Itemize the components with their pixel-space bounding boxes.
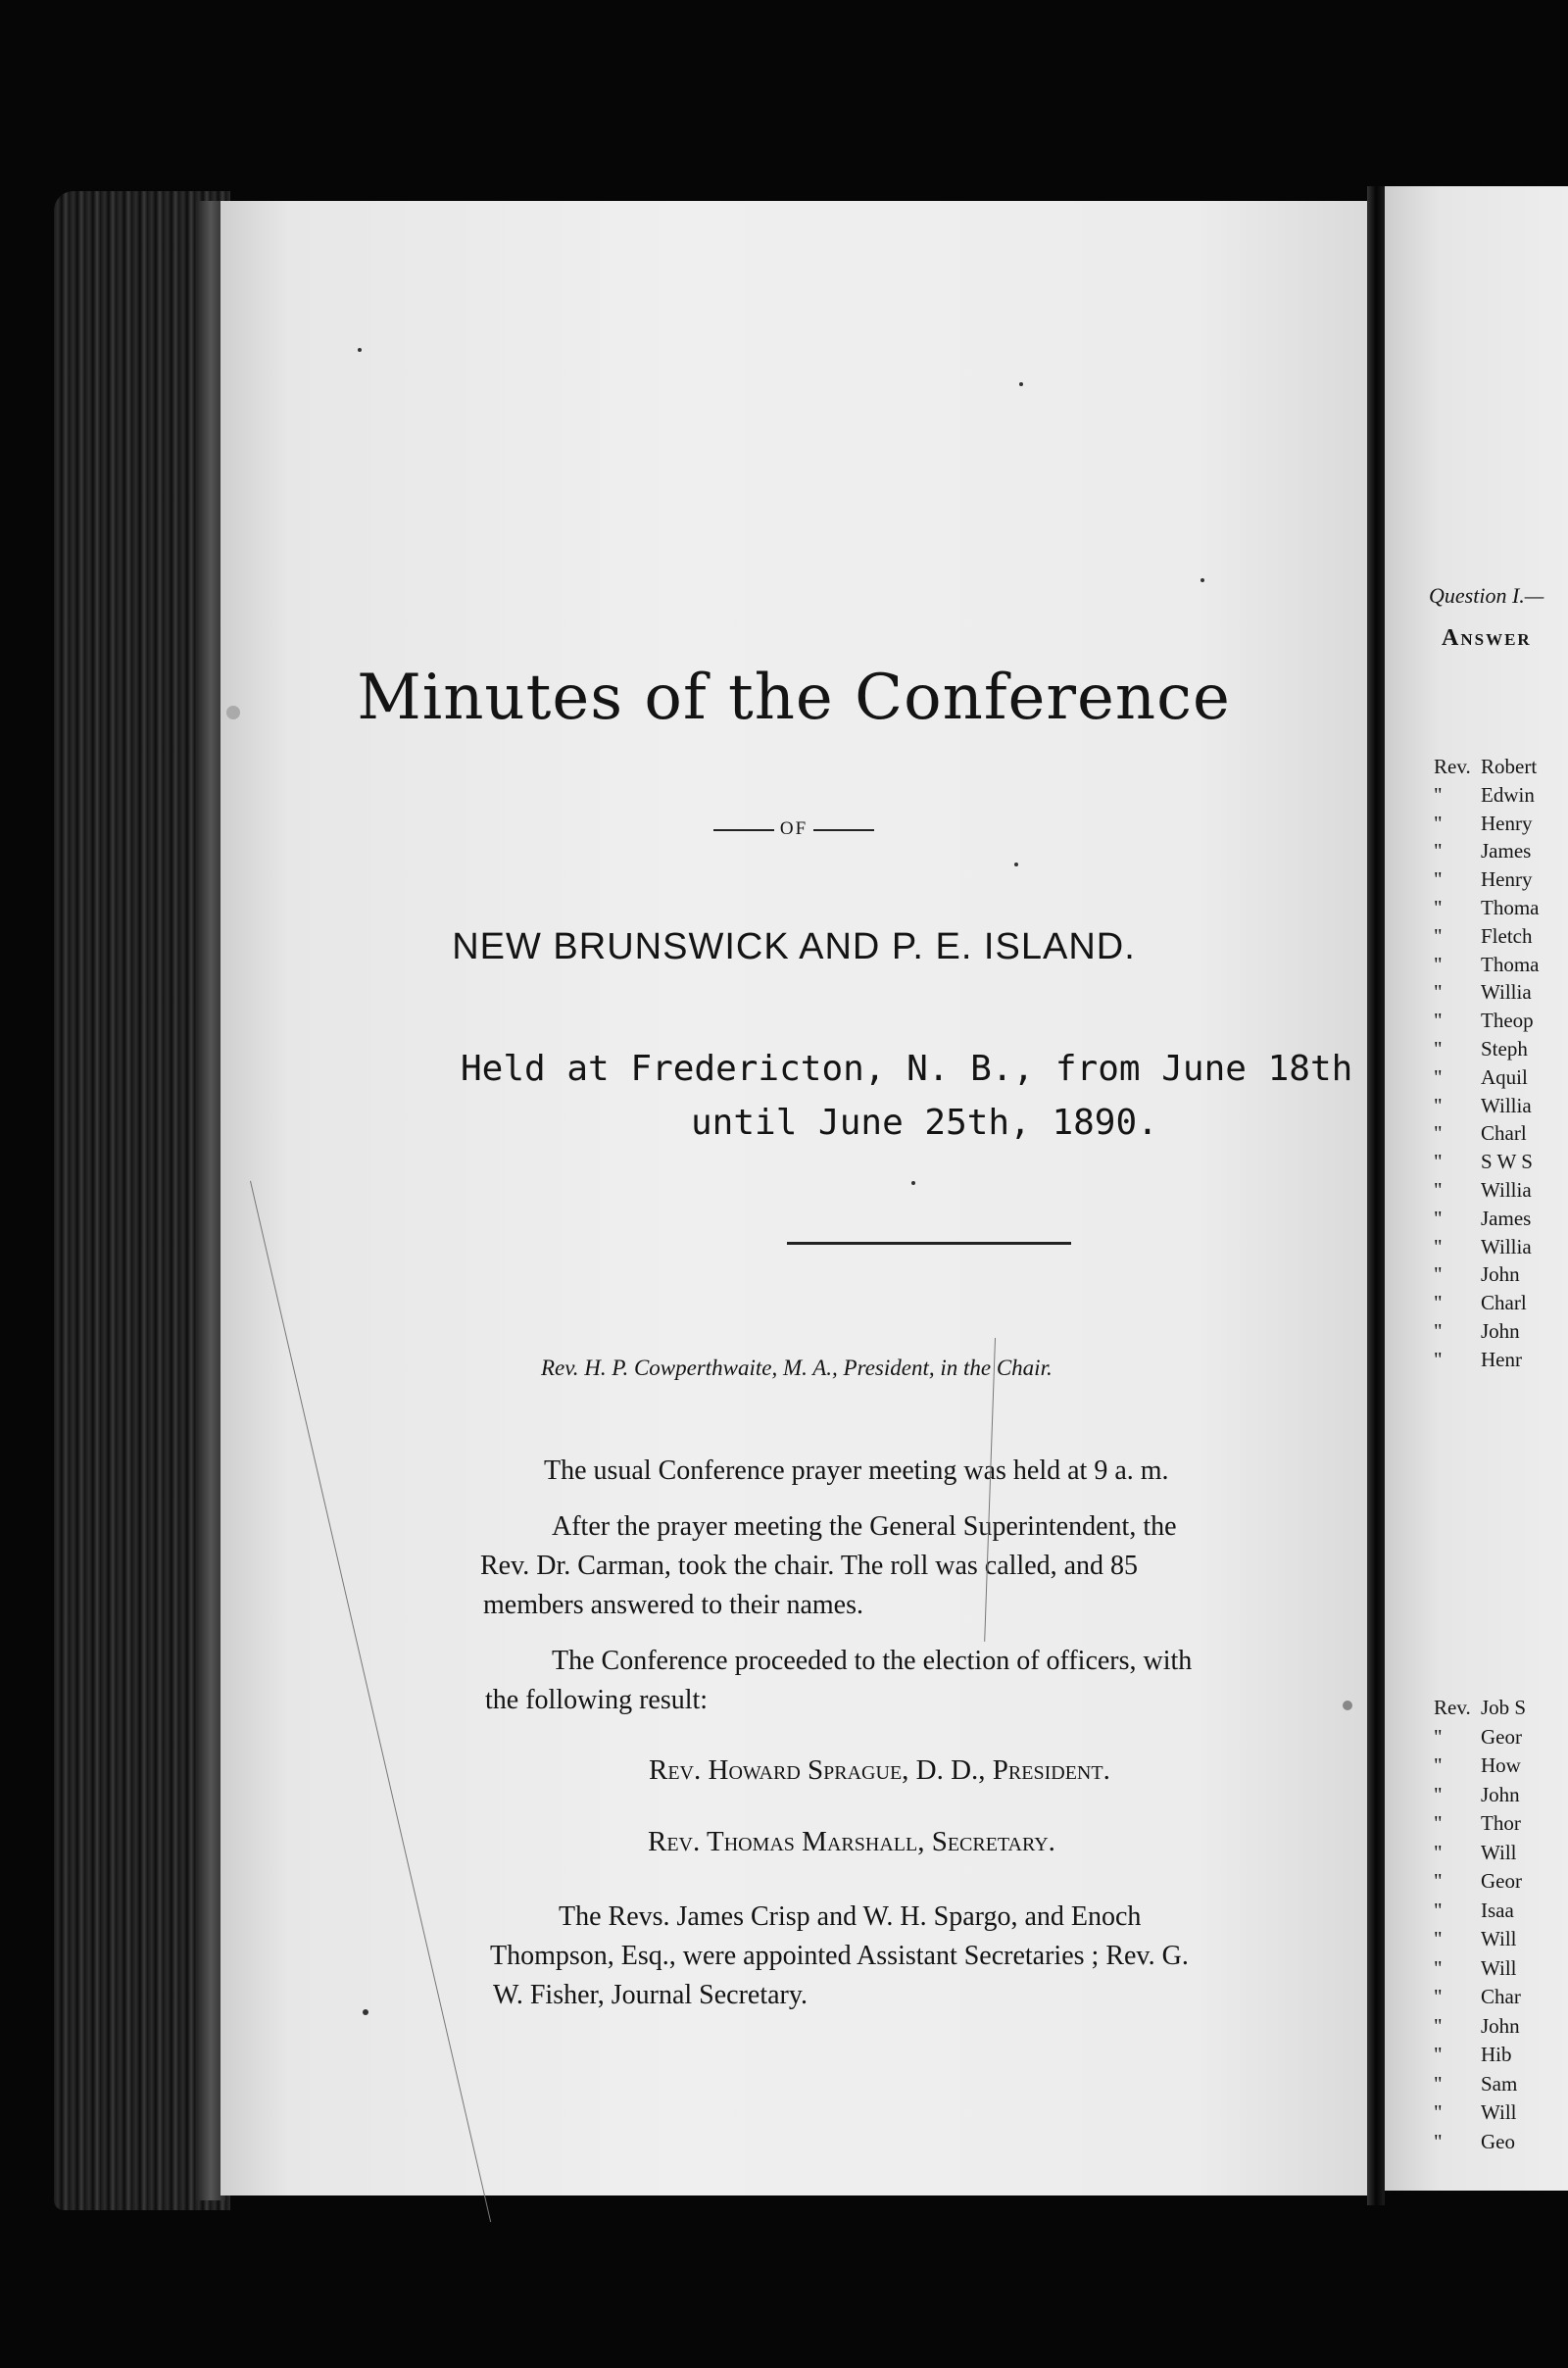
right-page [1385, 186, 1568, 2191]
ditto-mark: " [1434, 1985, 1443, 2008]
name-list-row [1434, 2043, 1526, 2072]
member-name: Will [1481, 1955, 1517, 1980]
ditto-mark: " [1434, 1093, 1443, 1117]
member-name: James [1481, 1206, 1532, 1230]
member-name: James [1481, 839, 1532, 863]
member-name: Sam [1481, 2071, 1518, 2096]
ink-speck [226, 706, 240, 719]
name-list-row [1434, 1696, 1526, 1725]
ditto-mark: " [1434, 1318, 1443, 1343]
member-name: Charl [1481, 1121, 1527, 1146]
member-name: Willia [1481, 980, 1532, 1005]
ditto-mark: " [1434, 895, 1443, 919]
ditto-mark: " [1434, 1927, 1443, 1950]
member-name: Willia [1481, 1177, 1532, 1202]
ditto-mark: " [1434, 1898, 1443, 1922]
officer-secretary: Rev. Thomas Marshall, Secretary. [648, 1826, 1055, 1857]
member-name: Will [1481, 2100, 1517, 2124]
ditto-mark: " [1434, 1150, 1443, 1174]
ditto-mark: " [1434, 1121, 1443, 1146]
member-name: Will [1481, 1840, 1517, 1864]
of-separator [220, 818, 1367, 840]
ditto-mark: " [1434, 1782, 1443, 1806]
member-name: Theop [1481, 1009, 1534, 1033]
member-name: Willia [1481, 1234, 1532, 1258]
name-list-row [1434, 783, 1539, 812]
name-list-row [1434, 896, 1539, 924]
name-list-row [1434, 1319, 1539, 1348]
name-list-row [1434, 924, 1539, 953]
ink-speck [1200, 578, 1204, 582]
name-list-row [1434, 1094, 1539, 1122]
ditto-mark: " [1434, 1840, 1443, 1864]
name-list-row [1434, 1207, 1539, 1235]
ditto-mark: " [1434, 1955, 1443, 1980]
name-list-2 [1434, 1696, 1526, 2158]
answer-label: Answer [1442, 625, 1532, 651]
name-list-row [1434, 1291, 1539, 1319]
name-list-row [1434, 1899, 1526, 1928]
member-name: Robert [1481, 755, 1538, 778]
member-name: Edwin [1481, 782, 1535, 807]
ink-speck [1014, 863, 1018, 866]
member-name: Willia [1481, 1093, 1532, 1117]
held-line-2: until June 25th, 1890. [691, 1103, 1158, 1143]
paragraph-secretaries-line-2: Thompson, Esq., were appointed Assistant Secretaries ; Rev. G. [490, 1941, 1189, 1971]
member-name: Henr [1481, 1347, 1522, 1371]
name-list-row [1434, 2100, 1526, 2130]
page-title: Minutes of the Conference [357, 662, 1231, 734]
paragraph-roll-line-3: members answered to their names. [483, 1590, 863, 1620]
member-name: Isaa [1481, 1898, 1514, 1922]
of-text: OF [779, 818, 808, 839]
ditto-mark: " [1434, 839, 1443, 863]
member-name: Fletch [1481, 923, 1533, 948]
ditto-mark: " [1434, 952, 1443, 976]
left-page [220, 201, 1367, 2195]
ditto-mark: " [1434, 867, 1443, 892]
ink-speck [358, 348, 362, 352]
name-list-row [1434, 1811, 1526, 1841]
member-name: Hib [1481, 2043, 1512, 2066]
name-list-row [1434, 1841, 1526, 1870]
of-rule-right [813, 829, 874, 831]
ditto-mark: " [1434, 1036, 1443, 1061]
paragraph-roll-line-2: Rev. Dr. Carman, took the chair. The roll was called, and 85 [480, 1551, 1139, 1581]
ditto-mark: " [1434, 1291, 1443, 1315]
name-list-row [1434, 2072, 1526, 2101]
name-list-1 [1434, 755, 1539, 1376]
name-list-row [1434, 1037, 1539, 1065]
name-list-row [1434, 1869, 1526, 1899]
ditto-mark: " [1434, 1234, 1443, 1258]
ditto-mark: " [1434, 1753, 1443, 1777]
name-list-row [1434, 1065, 1539, 1094]
ditto-mark: " [1434, 1177, 1443, 1202]
ditto-mark: " [1434, 1009, 1443, 1033]
name-list-row [1434, 2014, 1526, 2044]
member-name: S W S [1481, 1150, 1533, 1174]
member-name: Will [1481, 1927, 1517, 1950]
member-name: Aquil [1481, 1064, 1528, 1089]
paragraph-election-line-1: The Conference proceeded to the election of officers, with [552, 1646, 1193, 1676]
name-list-row [1434, 1783, 1526, 1812]
name-list-row [1434, 1121, 1539, 1150]
member-name: Thor [1481, 1811, 1521, 1835]
name-list-row [1434, 1725, 1526, 1754]
paragraph-secretaries-line-1: The Revs. James Crisp and W. H. Spargo, and Enoch [559, 1901, 1142, 1932]
paragraph-election-line-2: the following result: [485, 1685, 709, 1715]
name-list-row [1434, 1235, 1539, 1263]
ink-speck [911, 1181, 915, 1185]
ditto-mark: " [1434, 1811, 1443, 1835]
ditto-mark: " [1434, 2100, 1443, 2124]
member-name: John [1481, 1782, 1520, 1806]
ditto-mark: " [1434, 923, 1443, 948]
member-name: Charl [1481, 1291, 1527, 1315]
scratch-line [984, 1338, 996, 1642]
ditto-mark: " [1434, 2071, 1443, 2096]
member-name: Henry [1481, 811, 1533, 835]
member-name: How [1481, 1753, 1521, 1777]
section-divider [787, 1242, 1071, 1245]
ditto-mark: " [1434, 1262, 1443, 1287]
ditto-mark: " [1434, 980, 1443, 1005]
book-gutter [1367, 186, 1385, 2205]
member-name: Steph [1481, 1036, 1528, 1061]
paragraph-secretaries-line-3: W. Fisher, Journal Secretary. [493, 1980, 808, 2010]
name-list-row [1434, 953, 1539, 981]
ink-speck [363, 2009, 368, 2015]
name-list-row [1434, 1150, 1539, 1178]
ditto-mark: Rev. [1434, 755, 1471, 778]
name-list-row [1434, 1178, 1539, 1207]
of-rule-left [713, 829, 774, 831]
ink-speck [1019, 382, 1023, 386]
member-name: Geo [1481, 2129, 1515, 2153]
member-name: Geor [1481, 1869, 1522, 1893]
name-list-row [1434, 1985, 1526, 2014]
name-list-row [1434, 839, 1539, 867]
ditto-mark: " [1434, 1064, 1443, 1089]
member-name: Geor [1481, 1724, 1522, 1749]
chair-line: Rev. H. P. Cowperthwaite, M. A., President, in the Chair. [541, 1356, 1053, 1380]
name-list-row [1434, 812, 1539, 840]
held-line-1: Held at Fredericton, N. B., from June 18th [461, 1049, 1353, 1089]
name-list-row [1434, 1009, 1539, 1037]
ditto-mark: " [1434, 1206, 1443, 1230]
officer-president: Rev. Howard Sprague, D. D., President. [649, 1754, 1110, 1786]
ditto-mark: " [1434, 782, 1443, 807]
member-name: Char [1481, 1985, 1521, 2008]
member-name: John [1481, 1262, 1520, 1287]
ditto-mark: Rev. [1434, 1696, 1471, 1719]
name-list-row [1434, 867, 1539, 896]
scratch-line [250, 1181, 491, 2222]
name-list-row [1434, 1262, 1539, 1291]
conference-name: NEW BRUNSWICK AND P. E. ISLAND. [452, 926, 1136, 967]
ditto-mark: " [1434, 2129, 1443, 2153]
name-list-row [1434, 1348, 1539, 1376]
member-name: John [1481, 1318, 1520, 1343]
ditto-mark: " [1434, 811, 1443, 835]
member-name: Job S [1481, 1696, 1527, 1719]
member-name: John [1481, 2013, 1520, 2038]
ditto-mark: " [1434, 1869, 1443, 1893]
name-list-row [1434, 1927, 1526, 1956]
name-list-row [1434, 980, 1539, 1009]
paragraph-prayer-meeting: The usual Conference prayer meeting was held at 9 a. m. [544, 1455, 1169, 1486]
ditto-mark: " [1434, 1724, 1443, 1749]
member-name: Thoma [1481, 895, 1540, 919]
member-name: Henry [1481, 867, 1533, 892]
member-name: Thoma [1481, 952, 1540, 976]
ink-speck [1343, 1701, 1352, 1710]
name-list-row [1434, 755, 1539, 783]
name-list-row [1434, 2130, 1526, 2159]
name-list-row [1434, 1956, 1526, 1986]
question-label: Question I.— [1429, 583, 1544, 608]
ditto-mark: " [1434, 2043, 1443, 2066]
paragraph-roll-line-1: After the prayer meeting the General Superintendent, the [552, 1511, 1177, 1542]
name-list-row [1434, 1753, 1526, 1783]
ditto-mark: " [1434, 2013, 1443, 2038]
ditto-mark: " [1434, 1347, 1443, 1371]
